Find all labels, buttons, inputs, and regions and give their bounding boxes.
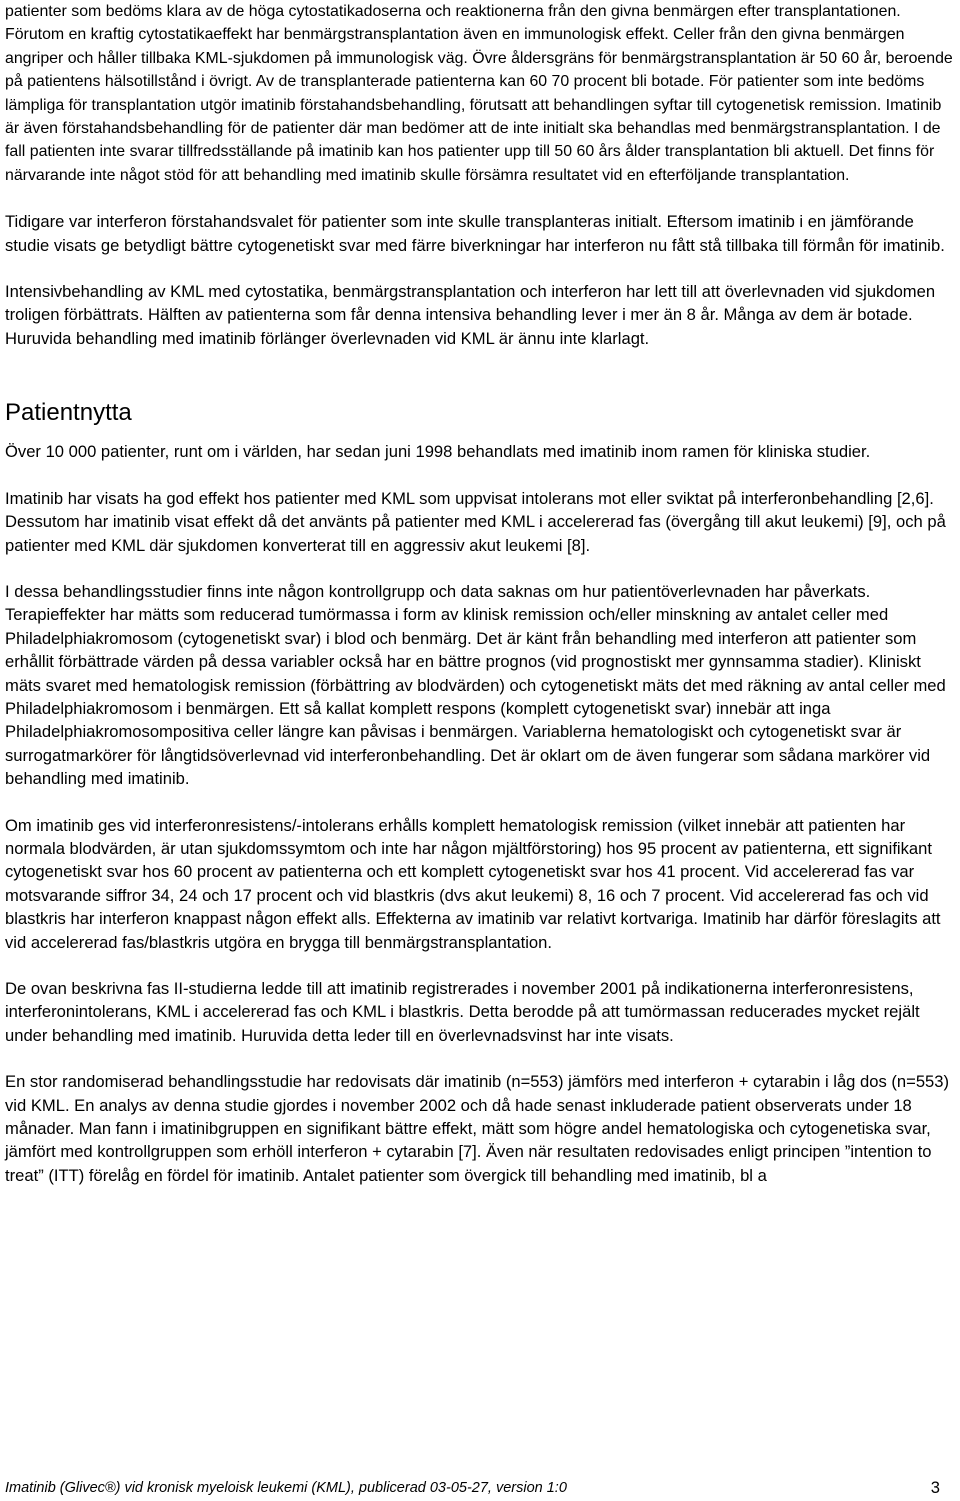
page-footer xyxy=(5,1479,940,1497)
footer-citation: Imatinib (Glivec®) vid kronisk myeloisk leukemi (KML), publicerad 03-05-27, version 1:0 xyxy=(5,1480,567,1496)
page-number: 3 xyxy=(930,1478,940,1497)
paragraph-intensive-treatment: Intensivbehandling av KML med cytostatika, benmärgstransplantation och interferon har lett till att överlevnaden vid sjukdomen troligen förbättrats. Hälften av patienterna som får denna intensiva behandling lever i mer än 8 år. Många av dem är botade. Huruvida behandling med imatinib förlänger överlevnaden vid KML är ännu inte klarlagt. xyxy=(5,282,936,348)
paragraph-control-group: I dessa behandlingsstudier finns inte någon kontrollgrupp och data saknas om hur patientöverlevnaden har påverkats. Terapieffekter har mätts som reducerad tumörmassa i form av klinisk remission och/eller minskning av antalet celler med Philadelphiakromosom (cytogenetiskt svar) i blod och benmärg. Det är känt från behandling med interferon att patienter som erhållit förbättrade värden på dessa variabler också har en bättre prognos (vid prognostiskt mer gynnsamma stadier). Kliniskt mäts svaret med hematologisk remission (förbättring av blodvärden) och cytogenetiskt mäts det med räkning av antal celler med Philadelphiakromosom i benmärgen. Ett så kallat komplett respons (komplett cytogenetiskt svar) innebär att inga Philadelphiakromosompositiva celler längre kan påvisas i benmärgen. Variablerna hematologiskt och cytogenetiskt svar är surrogatmarkörer för långtidsöverlevnad vid interferonbehandling. Det är oklart om de även fungerar som sådana markörer vid behandling med imatinib. xyxy=(5,581,946,789)
paragraph-remission-results: Om imatinib ges vid interferonresistens/-intolerans erhålls komplett hematologisk remission (vilket innebär att patienten har normala blodvärden, är utan sjukdomssymtom och inte har någon mjältförstoring) hos 95 procent av patienterna, ett signifikant cytogenetiskt svar hos 60 procent av patienterna och ett komplett cytogenetiskt svar hos 41 procent. Vid accelererad fas var motsvarande siffror 34, 24 och 17 procent och vid blastkris (dvs akut leukemi) 8, 16 och 7 procent. Vid accelererad fas och vid blastkris har interferon knappast någon effekt alls. Effekterna av imatinib var relativt kortvariga. Imatinib har därför föreslagits att vid accelererad fas/blastkris utgöra en brygga till benmärgstransplantation. xyxy=(5,815,941,952)
section-heading-patientnytta: Patientnytta xyxy=(5,399,132,427)
paragraph-interferon: Tidigare var interferon förstahandsvalet för patienter som inte skulle transplanteras initialt. Eftersom imatinib i en jämförande studie visats ge betydligt bättre cytogenetiskt svar med färre biverkningar har interferon nu fått stå tillbaka till förmån för imatinib. xyxy=(5,212,945,255)
paragraph-transplantation: patienter som bedöms klara av de höga cytostatikadoserna och reaktionerna från den givna benmärgen efter transplantationen. Förutom en kraftig cytostatikaeffekt har benmärgstransplantation även en immunologisk effekt. Celler från den givna benmärgen angriper och håller tillbaka KML-sjukdomen på immunologisk väg. Övre åldersgräns för benmärgstransplantation är 50 60 år, beroende på patientens hälsotillstånd i övrigt. Av de transplanterade patienterna kan 60 70 procent bli botade. För patienter som inte bedöms lämpliga för transplantation utgör imatinib förstahandsbehandling, förutsatt att behandlingen syftar till cytogenetisk remission. Imatinib är även förstahandsbehandling för de patienter där man bedömer att de inte initialt ska behandlas med benmärgstransplantation. I de fall patienten inte svarar tillfredsställande på imatinib kan hos patienter upp till 50 60 års ålder transplantation bli aktuell. Det finns för närvarande inte något stöd för att behandling med imatinib skulle försämra resultatet vid en efterföljande transplantation. xyxy=(5,3,953,184)
paragraph-imatinib-effect: Imatinib har visats ha god effekt hos patienter med KML som uppvisat intolerans mot eller sviktat på interferonbehandling [2,6]. Dessutom har imatinib visat effekt då det använts på patienter med KML i accelererad fas (övergång till akut leukemi) [9], och på patienter med KML där sjukdomen konverterat till en aggressiv akut leukemi [8]. xyxy=(5,488,946,555)
paragraph-studies-count: Över 10 000 patienter, runt om i världen, har sedan juni 1998 behandlats med imatinib inom ramen för kliniska studier. xyxy=(5,442,871,462)
paragraph-randomized-study: En stor randomiserad behandlingsstudie har redovisats där imatinib (n=553) jämförs med interferon + cytarabin i låg dos (n=553) vid KML. En analys av denna studie gjordes i november 2002 och då hade senast inkluderade patient observerats under 18 månader. Man fann i imatinibgruppen en signifikant bättre effekt, mätt som högre andel hematologiska och cytogenetiska svar, jämfört med kontrollgruppen som erhöll interferon + cytarabin [7]. Även när resultaten redovisades enligt principen ”intention to treat” (ITT) förelåg en fördel för imatinib. Antalet patienter som övergick till behandling med imatinib, bl a xyxy=(5,1072,950,1185)
paragraph-registration: De ovan beskrivna fas II-studierna ledde till att imatinib registrerades i november 2001 på indikationerna interferonresistens, interferonintolerans, KML i accelererad fas och KML i blastkris. Detta berodde på att tumörmassan reducerades mycket rejält under behandling med imatinib. Huruvida detta leder till en överlevnadsvinst har inte visats. xyxy=(5,979,920,1045)
